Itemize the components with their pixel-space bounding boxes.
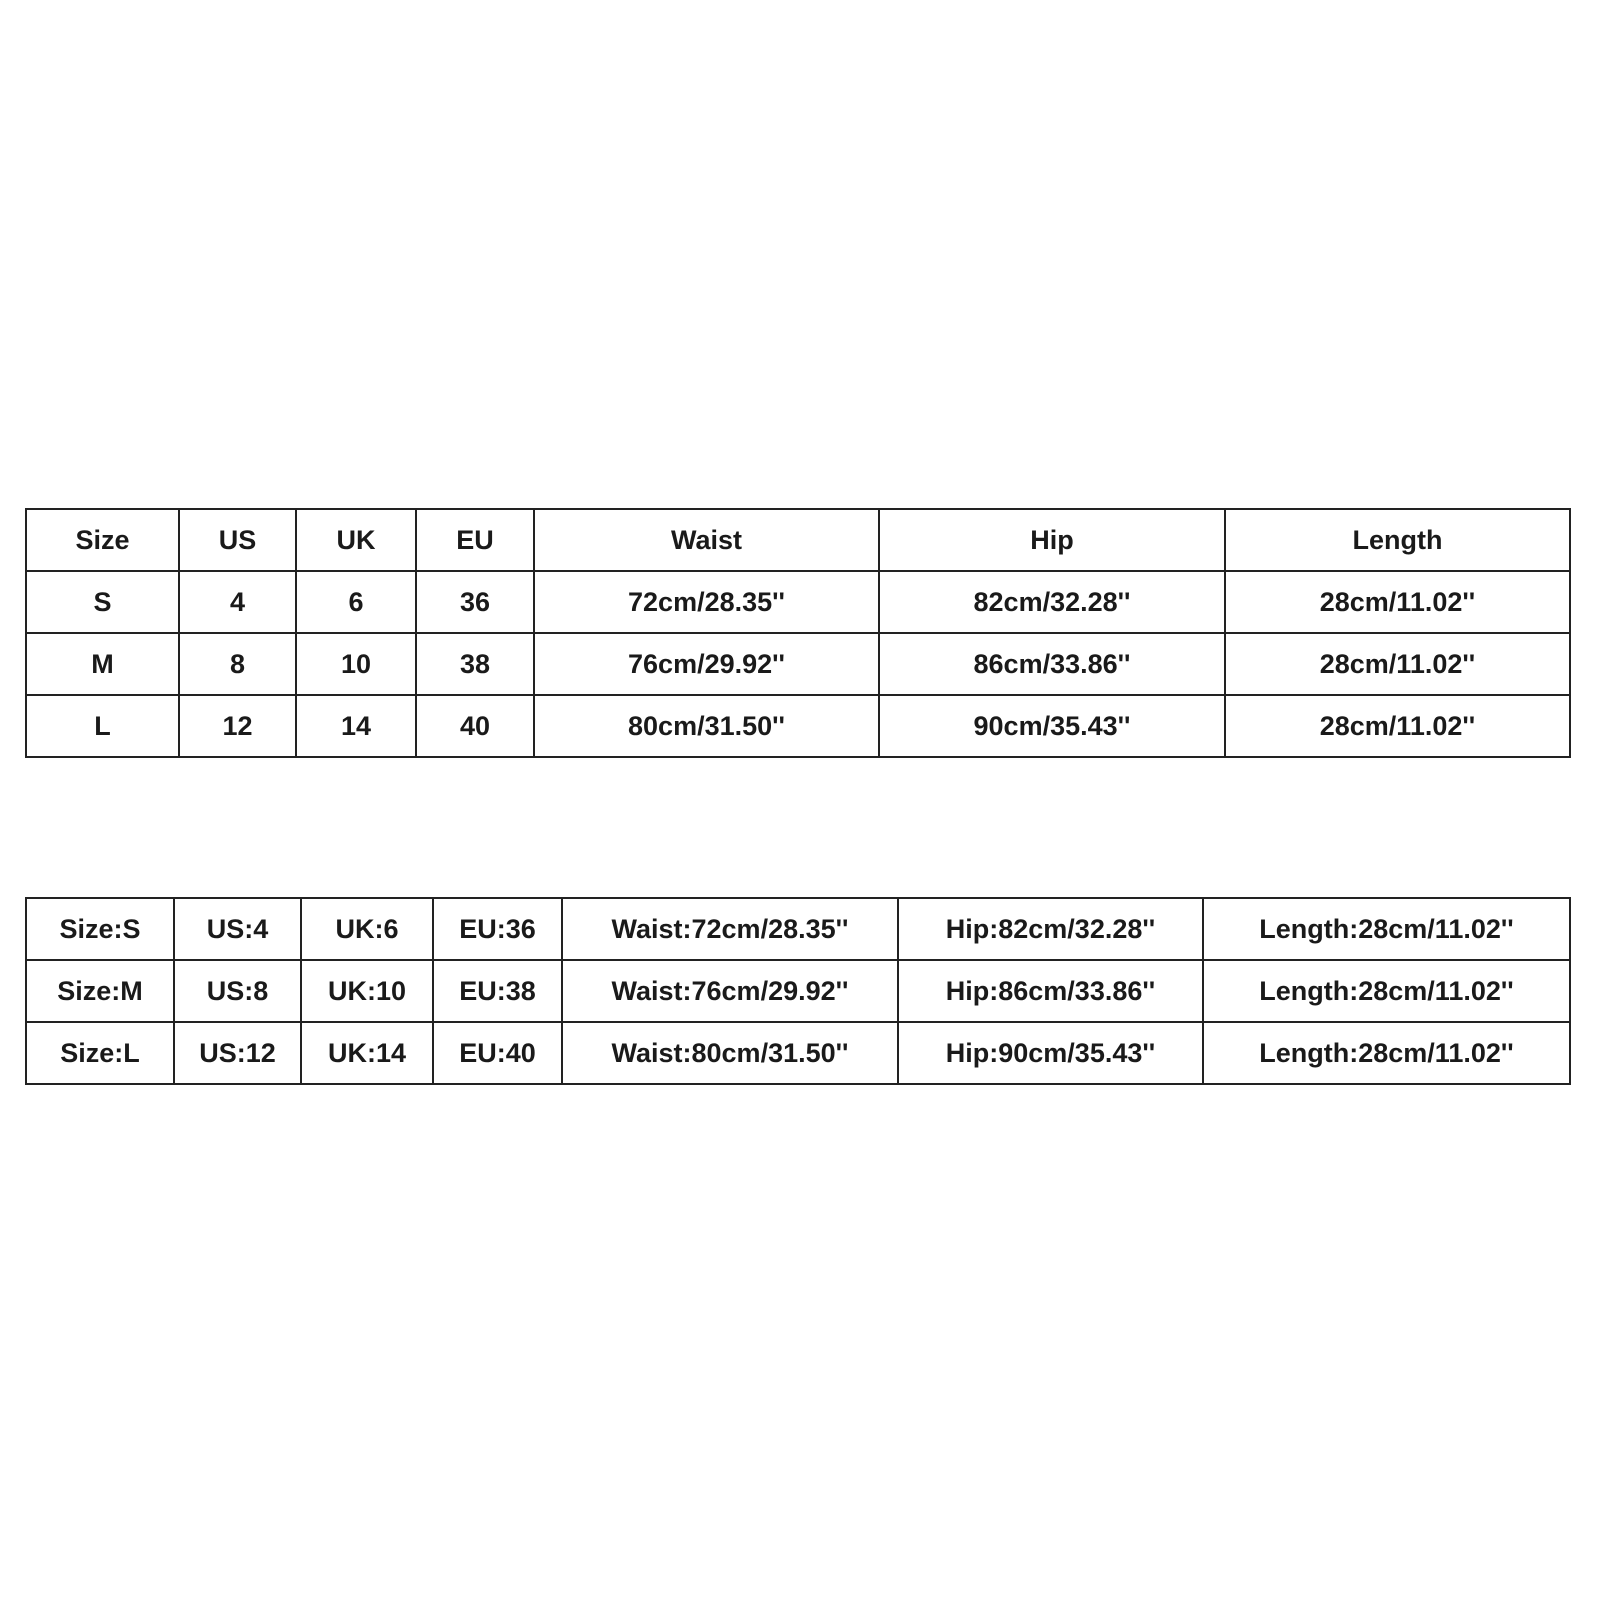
table-cell: M (26, 633, 179, 695)
table-cell: 40 (416, 695, 534, 757)
table-cell: UK:10 (301, 960, 433, 1022)
table-cell: Size:L (26, 1022, 174, 1084)
table-cell: US:12 (174, 1022, 301, 1084)
table-row (26, 695, 1570, 757)
table-cell: EU:38 (433, 960, 562, 1022)
table-cell: Size:M (26, 960, 174, 1022)
table-cell: Length:28cm/11.02'' (1203, 898, 1570, 960)
table-row (26, 1022, 1570, 1084)
header-cell-length: Length (1225, 509, 1570, 571)
table-cell: 28cm/11.02'' (1225, 695, 1570, 757)
table-cell: UK:6 (301, 898, 433, 960)
table-cell: 12 (179, 695, 296, 757)
table-cell: 4 (179, 571, 296, 633)
table-cell: Length:28cm/11.02'' (1203, 960, 1570, 1022)
table-cell: 76cm/29.92'' (534, 633, 879, 695)
table-cell: 90cm/35.43'' (879, 695, 1225, 757)
table-cell: US:8 (174, 960, 301, 1022)
table-cell: UK:14 (301, 1022, 433, 1084)
table-cell: 28cm/11.02'' (1225, 633, 1570, 695)
table-cell: Waist:72cm/28.35'' (562, 898, 898, 960)
table-cell: 86cm/33.86'' (879, 633, 1225, 695)
size-chart-labeled-table (25, 897, 1571, 1085)
table-row (26, 633, 1570, 695)
table-cell: 28cm/11.02'' (1225, 571, 1570, 633)
table-cell: 10 (296, 633, 416, 695)
table-row (26, 960, 1570, 1022)
table-cell: L (26, 695, 179, 757)
table-cell: Waist:76cm/29.92'' (562, 960, 898, 1022)
table-cell: US:4 (174, 898, 301, 960)
table-cell: 38 (416, 633, 534, 695)
table-cell: Length:28cm/11.02'' (1203, 1022, 1570, 1084)
header-cell-eu: EU (416, 509, 534, 571)
table-cell: Hip:86cm/33.86'' (898, 960, 1203, 1022)
size-chart-table (25, 508, 1571, 758)
header-cell-uk: UK (296, 509, 416, 571)
table-cell: 6 (296, 571, 416, 633)
header-cell-us: US (179, 509, 296, 571)
table-cell: Size:S (26, 898, 174, 960)
table-header-row (26, 509, 1570, 571)
table-row (26, 571, 1570, 633)
table-cell: Hip:90cm/35.43'' (898, 1022, 1203, 1084)
table-cell: S (26, 571, 179, 633)
header-cell-hip: Hip (879, 509, 1225, 571)
header-cell-size: Size (26, 509, 179, 571)
header-cell-waist: Waist (534, 509, 879, 571)
table-cell: 82cm/32.28'' (879, 571, 1225, 633)
table-cell: 8 (179, 633, 296, 695)
table-cell: 80cm/31.50'' (534, 695, 879, 757)
table-cell: EU:36 (433, 898, 562, 960)
table-cell: Hip:82cm/32.28'' (898, 898, 1203, 960)
table-cell: 14 (296, 695, 416, 757)
table-row (26, 898, 1570, 960)
table-cell: 36 (416, 571, 534, 633)
table-cell: 72cm/28.35'' (534, 571, 879, 633)
table-cell: Waist:80cm/31.50'' (562, 1022, 898, 1084)
table-cell: EU:40 (433, 1022, 562, 1084)
